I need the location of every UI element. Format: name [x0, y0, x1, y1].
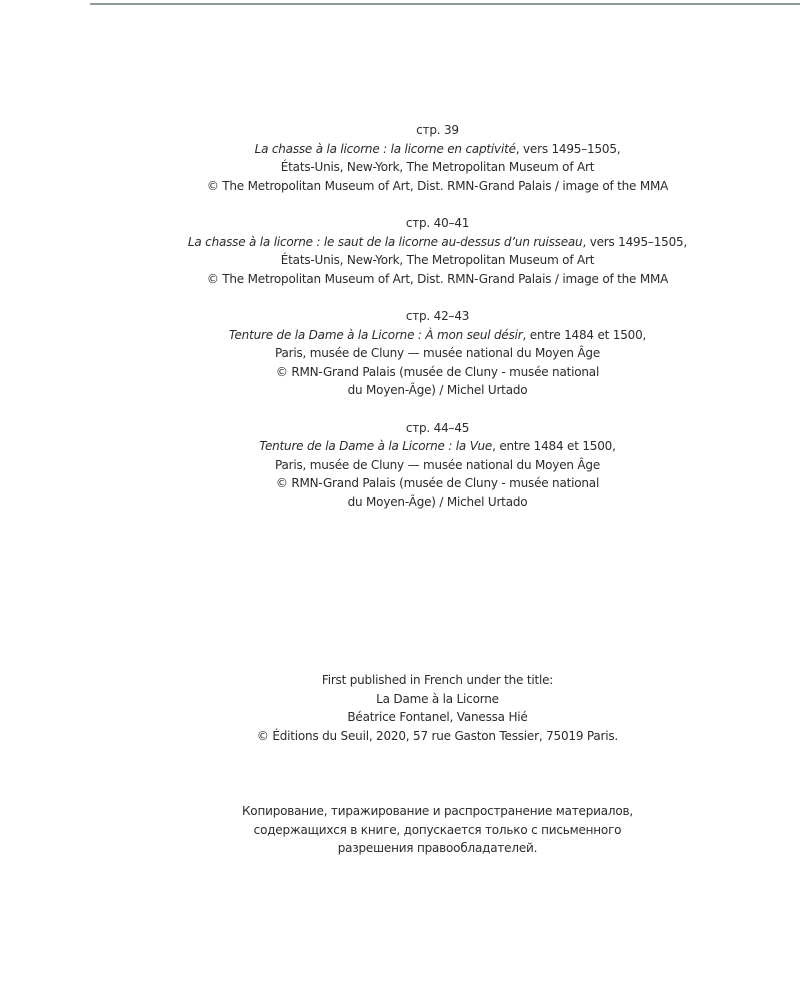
credit-page-number: стр. 44–45 [405, 420, 470, 435]
credit-date: , entre 1484 et 1500, [492, 439, 616, 454]
credit-copyright: © The Metropolitan Museum of Art, Dist. RMN-Grand Palais / image of the MMA [206, 271, 669, 286]
image-credits [0, 121, 800, 530]
credit-title-line [0, 233, 800, 252]
credit-artwork-title: La chasse à la licorne : le saut de la licorne au-dessus d’un ruisseau [187, 234, 583, 249]
credit-location: Paris, musée de Cluny — musée national du Moyen Âge [274, 346, 600, 361]
credit-copyright: © RMN-Grand Palais (musée de Cluny - musée national [275, 476, 600, 491]
credit-block [0, 214, 800, 288]
credit-title-line [0, 326, 800, 345]
credit-page-number: стр. 39 [416, 123, 459, 137]
credit-copyright: © The Metropolitan Museum of Art, Dist. RMN-Grand Palais / image of the MMA [206, 178, 669, 193]
credit-title-line [0, 437, 800, 456]
copyright-notice-line: разрешения правообладателей. [337, 841, 538, 856]
credit-copyright-continued: du Moyen-Âge) / Michel Urtado [347, 494, 528, 509]
credit-artwork-title: La chasse à la licorne : la licorne en captivité [254, 141, 516, 156]
original-edition-info [0, 671, 800, 745]
credit-date: , vers 1495–1505, [515, 141, 621, 156]
credit-artwork-title: Tenture de la Dame à la Licorne : À mon seul désir [228, 327, 523, 342]
credit-title-line [0, 140, 800, 159]
credit-block [0, 121, 800, 195]
credit-copyright: © RMN-Grand Palais (musée de Cluny - musée national [275, 364, 600, 379]
original-authors: Béatrice Fontanel, Vanessa Hié [347, 710, 528, 725]
original-title: La Dame à la Licorne [376, 691, 499, 706]
credit-block [0, 419, 800, 512]
credit-page-number: стр. 40–41 [405, 215, 470, 230]
copyright-notice [0, 802, 800, 858]
credit-location: États-Unis, New-York, The Metropolitan Museum of Art [280, 160, 595, 175]
credit-copyright-continued: du Moyen-Âge) / Michel Urtado [347, 383, 528, 398]
credit-date: , vers 1495–1505, [582, 234, 688, 249]
credit-location: Paris, musée de Cluny — musée national du Moyen Âge [274, 457, 600, 472]
credit-location: États-Unis, New-York, The Metropolitan Museum of Art [280, 253, 595, 268]
original-edition-intro: First published in French under the title: [321, 673, 554, 687]
credit-page-number: стр. 42–43 [405, 308, 470, 323]
top-rule [90, 3, 800, 5]
copyright-notice-line: Копирование, тиражирование и распространение материалов, [241, 804, 633, 818]
copyright-notice-line: содержащихся в книге, допускается только с письменного [253, 822, 622, 837]
credit-artwork-title: Tenture de la Dame à la Licorne : la Vue [259, 439, 493, 454]
credit-block [0, 307, 800, 400]
credit-date: , entre 1484 et 1500, [522, 327, 647, 342]
original-publisher: © Éditions du Seuil, 2020, 57 rue Gaston Tessier, 75019 Paris. [256, 728, 619, 743]
